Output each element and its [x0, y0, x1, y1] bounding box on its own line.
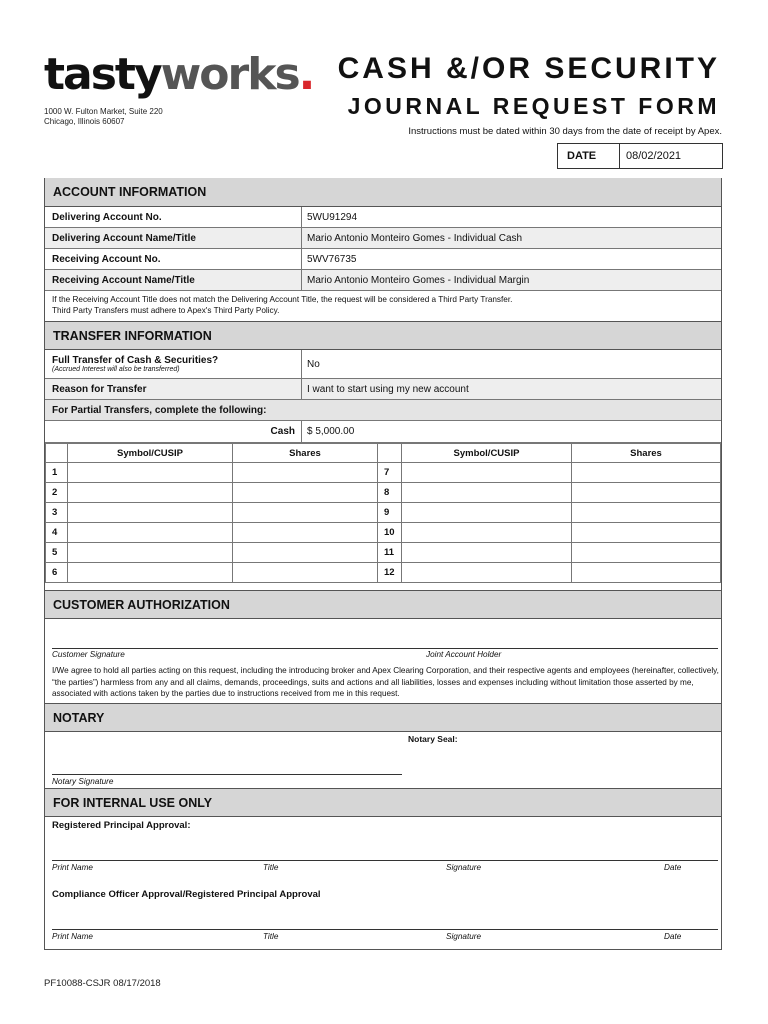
agreement-text: I/We agree to hold all parties acting on this request, including the introducing broker and Apex Clearing Corporation, and their respective agents and employees (hereinafter, collectively, “the parties”) harmless from any and all claims, demands, proceedings, suits and actions and all liabilities, losses and expenses including without limitation those asserted by me, associated with actions taken by the parties due to instructions received from me in this request.: [52, 666, 719, 698]
full-transfer-field[interactable]: No: [307, 358, 320, 370]
symbol-cell[interactable]: [68, 543, 233, 563]
account-row: Delivering Account Name/Title Mario Antonio Monteiro Gomes - Individual Cash: [45, 228, 721, 249]
form-title-line2: JOURNAL REQUEST FORM: [347, 93, 720, 119]
date-label-small: Date: [664, 932, 682, 941]
symbol-cell[interactable]: [402, 523, 572, 543]
table-row: 5 11: [46, 543, 721, 563]
shares-cell[interactable]: [233, 503, 378, 523]
shares-cell[interactable]: [572, 543, 721, 563]
partial-transfer-row: For Partial Transfers, complete the following:: [45, 400, 721, 421]
shares-cell[interactable]: [572, 523, 721, 543]
col-symbol-left: Symbol/CUSIP: [68, 444, 233, 463]
table-row: 1 7: [46, 463, 721, 483]
cash-field[interactable]: $ 5,000.00: [307, 426, 355, 437]
col-shares-right: Shares: [572, 444, 721, 463]
date-label: DATE: [558, 144, 620, 168]
cash-row: Cash $ 5,000.00: [45, 421, 721, 443]
title-label: Title: [263, 932, 279, 941]
section-notary: NOTARY: [45, 703, 721, 732]
symbol-cell[interactable]: [68, 463, 233, 483]
form-footer-code: PF10088-CSJR 08/17/2018: [44, 978, 161, 989]
symbol-cell[interactable]: [68, 483, 233, 503]
account-row: Delivering Account No. 5WU91294: [45, 207, 721, 228]
col-shares-left: Shares: [233, 444, 378, 463]
date-box: [557, 143, 723, 169]
registered-principal-approval-label: Registered Principal Approval:: [52, 820, 191, 831]
shares-cell[interactable]: [233, 463, 378, 483]
print-name-label: Print Name: [52, 863, 93, 872]
signature-label: Signature: [446, 863, 482, 872]
form-title-line1: CASH &/OR SECURITY: [337, 52, 720, 85]
table-row: 3 9: [46, 503, 721, 523]
date-label-small: Date: [664, 863, 682, 872]
company-address: 1000 W. Fulton Market, Suite 220 Chicago, Illinois 60607: [44, 107, 163, 126]
shares-cell[interactable]: [233, 483, 378, 503]
symbol-cell[interactable]: [402, 543, 572, 563]
shares-cell[interactable]: [233, 543, 378, 563]
signature-line: [52, 648, 718, 649]
section-internal-use: FOR INTERNAL USE ONLY: [45, 788, 721, 817]
tastyworks-logo: tastyworks.: [44, 49, 314, 100]
symbol-cell[interactable]: [68, 563, 233, 583]
account-row: Receiving Account No. 5WV76735: [45, 249, 721, 270]
symbol-cell[interactable]: [402, 563, 572, 583]
section-account-information: ACCOUNT INFORMATION: [45, 178, 721, 207]
table-row: 2 8: [46, 483, 721, 503]
reason-row: Reason for Transfer I want to start using my new account: [45, 379, 721, 400]
receiving-account-no-field[interactable]: 5WV76735: [307, 253, 357, 265]
shares-cell[interactable]: [572, 503, 721, 523]
third-party-note: If the Receiving Account Title does not match the Delivering Account Title, the request will be considered a Third Party Transfer. Third Party Transfers must adhere to Apex's Third Party Policy.: [52, 295, 513, 315]
symbol-cell[interactable]: [68, 503, 233, 523]
date-field[interactable]: 08/02/2021: [626, 150, 682, 162]
compliance-approval-label: Compliance Officer Approval/Registered Principal Approval: [52, 889, 321, 900]
section-customer-authorization: CUSTOMER AUTHORIZATION: [45, 590, 721, 619]
form-instructions: Instructions must be dated within 30 days from the date of receipt by Apex.: [408, 126, 722, 137]
col-symbol-right: Symbol/CUSIP: [402, 444, 572, 463]
reason-field[interactable]: I want to start using my new account: [307, 383, 469, 395]
full-transfer-row: Full Transfer of Cash & Securities? (Accrued Interest will also be transferred) No: [45, 350, 721, 379]
shares-cell[interactable]: [233, 563, 378, 583]
table-row: 4 10: [46, 523, 721, 543]
symbol-cell[interactable]: [402, 483, 572, 503]
shares-cell[interactable]: [572, 483, 721, 503]
shares-cell[interactable]: [233, 523, 378, 543]
symbol-cell[interactable]: [68, 523, 233, 543]
notary-seal-label: Notary Seal:: [408, 734, 458, 744]
table-row: 6 12: [46, 563, 721, 583]
approval2-line: [52, 929, 718, 930]
symbol-cell[interactable]: [402, 463, 572, 483]
notary-signature-label: Notary Signature: [52, 777, 114, 786]
delivering-account-name-field[interactable]: Mario Antonio Monteiro Gomes - Individual Cash: [307, 232, 523, 244]
section-transfer-information: TRANSFER INFORMATION: [45, 321, 721, 350]
securities-grid: [45, 443, 721, 583]
shares-cell[interactable]: [572, 563, 721, 583]
symbol-cell[interactable]: [402, 503, 572, 523]
notary-signature-line: [52, 774, 402, 775]
receiving-account-name-field[interactable]: Mario Antonio Monteiro Gomes - Individual Margin: [307, 274, 530, 286]
joint-holder-label: Joint Account Holder: [426, 650, 502, 659]
account-row: Receiving Account Name/Title Mario Antonio Monteiro Gomes - Individual Margin: [45, 270, 721, 291]
title-label: Title: [263, 863, 279, 872]
print-name-label: Print Name: [52, 932, 93, 941]
approval1-line: [52, 860, 718, 861]
delivering-account-no-field[interactable]: 5WU91294: [307, 211, 358, 223]
signature-label: Signature: [446, 932, 482, 941]
customer-signature-label: Customer Signature: [52, 650, 125, 659]
shares-cell[interactable]: [572, 463, 721, 483]
